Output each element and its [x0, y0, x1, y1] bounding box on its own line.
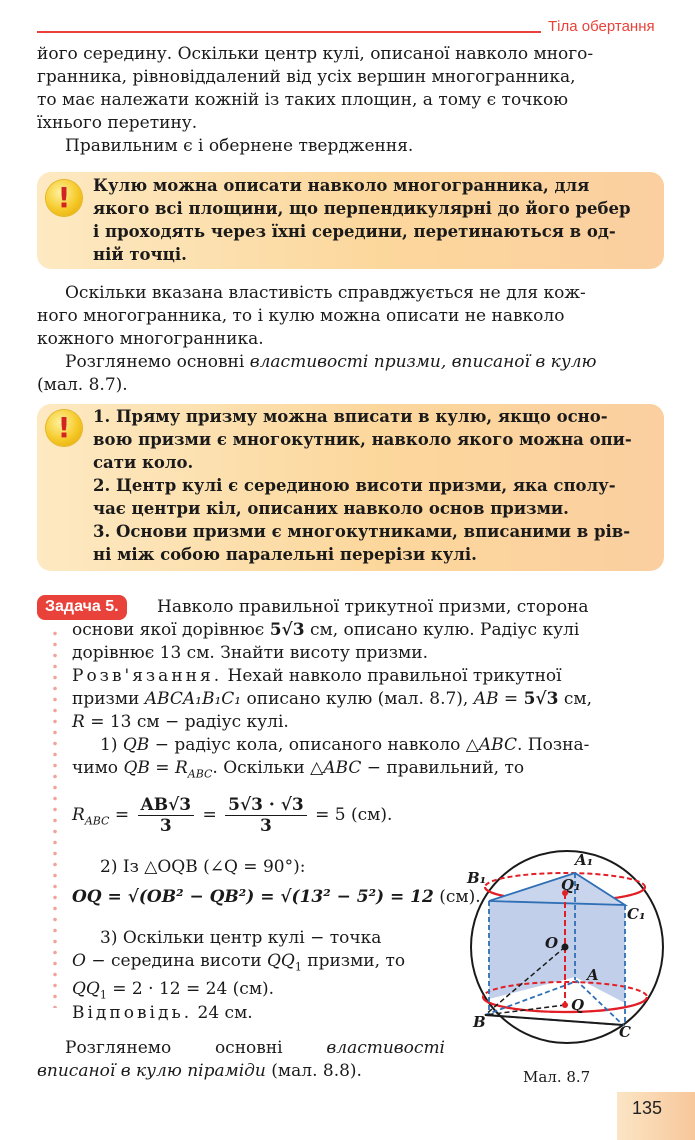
- box2-line: чає центри кіл, описаних навколо основ призми.: [93, 499, 569, 518]
- para2-line: кожного многогранника.: [37, 329, 264, 349]
- step-2: 2) Із △OQB (∠Q = 90°):: [100, 857, 306, 877]
- box2-line: 1. Пряму призму можна вписати в кулю, якщо осно-: [93, 407, 608, 426]
- page-number: 135: [631, 1098, 663, 1118]
- label-c1: C₁: [627, 905, 646, 923]
- intro-line: його середину. Оскільки центр кулі, описаної навколо много-: [37, 44, 594, 64]
- intro-line: гранника, рівновіддалений від усіх вершин многогранника,: [37, 67, 576, 87]
- box2-line: сати коло.: [93, 453, 194, 472]
- final-paragraph: Розглянемо основні властивості вписаної в кулю піраміди (мал. 8.8).: [37, 1038, 445, 1081]
- box2-line: 3. Основи призми є многокутниками, вписаними в рів-: [93, 522, 631, 541]
- box1-line: ній точці.: [93, 245, 187, 264]
- header-title: Тіла обертання: [548, 18, 655, 35]
- theorem-box-1: [37, 172, 664, 269]
- label-a1: A₁: [575, 851, 594, 869]
- label-q: Q: [571, 996, 585, 1014]
- box2-line: 2. Центр кулі є серединою висоти призми, яка сполу-: [93, 476, 616, 495]
- header-rule: [37, 31, 541, 33]
- task-statement: основи якої дорівнює 5√3 см, описано кулю. Радіус кулі дорівнює 13 см. Знайти висоту призми. Розв'язання. Нехай навколо правильної трикутної призми ABCA₁B₁C₁ описано кулю (мал. 8.7), AB = 5√3 см, R = 13 см − радіус кулі. 1) QB − радіус кола, описаного навколо △ABC. Позна- чимо QB = $R_{ABC}$. Оскільки △ABC − правильний, то: [72, 620, 592, 781]
- consider-line-2: (мал. 8.7).: [37, 375, 128, 395]
- intro-line: їхнього перетину.: [37, 113, 198, 133]
- label-b1: B₁: [467, 869, 487, 887]
- intro-paragraph: [37, 43, 665, 158]
- formula-oq: OQ = √(OB² − QB²) = √(13² − 5²) = 12 (см).: [72, 887, 481, 907]
- task-badge: Задача 5.: [37, 595, 127, 620]
- label-c: C: [619, 1023, 631, 1041]
- figure-caption: Мал. 8.7: [523, 1068, 591, 1086]
- fraction-2: $\frac{5√3 \cdot √3}{3}$: [225, 795, 307, 836]
- inverse-statement: Правильним є і обернене твердження.: [65, 136, 414, 156]
- theorem-box-2: [37, 404, 664, 571]
- task-line-1: Навколо правильної трикутної призми, сторона: [157, 597, 589, 617]
- label-b: B: [473, 1013, 486, 1031]
- center-point: [562, 944, 569, 951]
- label-q1: Q₁: [561, 876, 581, 894]
- label-o: O: [545, 934, 559, 952]
- side-value: 5√3: [269, 620, 305, 640]
- box2-line: ні між собою паралельні перерізи кулі.: [93, 545, 477, 564]
- para2-line: ного многогранника, то і кулю можна описати не навколо: [37, 306, 565, 326]
- intro-line: то має належати кожній із таких площин, а тому є точкою: [37, 90, 569, 110]
- fraction-1: $\frac{AB√3}{3}$: [138, 795, 195, 836]
- prism-in-sphere-figure: [455, 845, 675, 1050]
- box1-line: Кулю можна описати навколо многогранника, для: [93, 176, 590, 195]
- consider-line: Розглянемо основні властивості призми, вписаної в кулю: [65, 352, 597, 372]
- box1-line: якого всі площини, що перпендикулярні до його ребер: [93, 199, 631, 218]
- task-dotted-rule: [53, 628, 57, 1008]
- box1-line: і проходять через їхні середини, перетинаються в од-: [93, 222, 616, 241]
- exclamation-icon: !: [46, 410, 82, 446]
- solution-word: Розв'язання.: [72, 666, 223, 686]
- box2-line: вою призми є многокутник, навколо якого можна опи-: [93, 430, 632, 449]
- answer: Відповідь. 24 см.: [72, 1003, 253, 1023]
- paragraph-2: [37, 282, 665, 397]
- para2-line: Оскільки вказана властивість справджується не для кож-: [65, 283, 586, 303]
- formula-radius: $R_{ABC}$ = $\frac{AB√3}{3}$ = $\frac{5√3 \cdot √3}{3}$ = 5 (см).: [72, 795, 393, 836]
- label-a: A: [587, 966, 599, 984]
- exclamation-icon: !: [46, 180, 82, 216]
- step-3: 3) Оскільки центр кулі − точка O − середина висоти $QQ_1$ призми, то $QQ_1 = 2 \cdot 12 = 24$ (см).: [72, 928, 406, 1002]
